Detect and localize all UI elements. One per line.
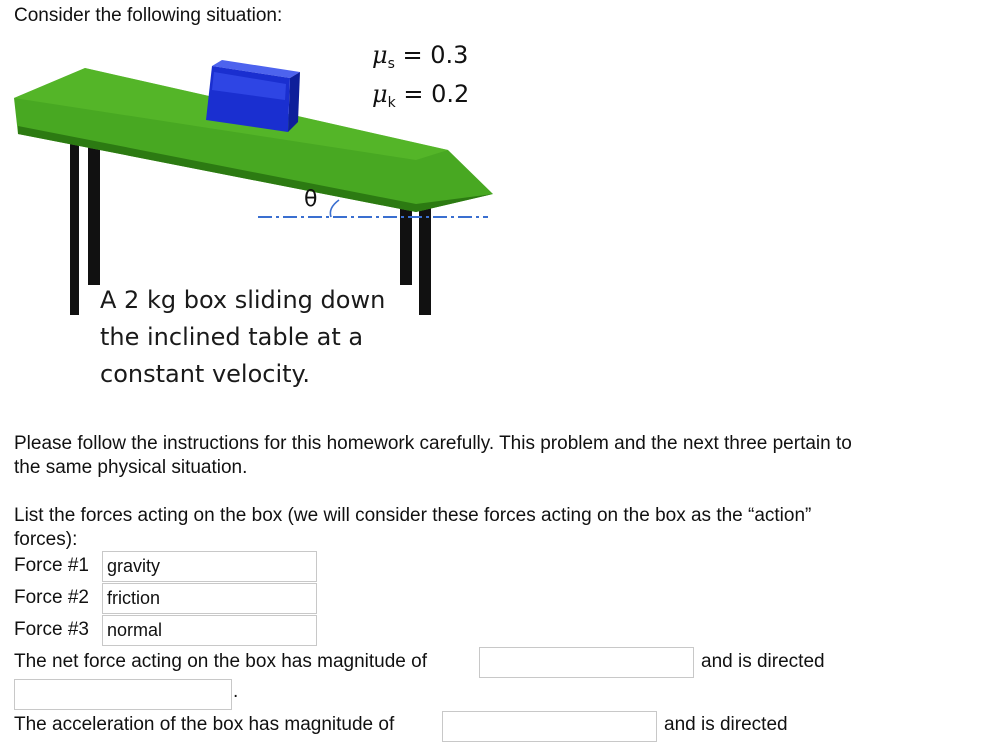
net-force-direction-input[interactable] — [14, 679, 232, 710]
force-1-label: Force #1 — [14, 555, 89, 576]
force-2-input[interactable] — [102, 583, 317, 614]
net-force-period: . — [233, 681, 239, 702]
kinetic-friction-label: $\mu_k = 0.2$ — [372, 80, 470, 111]
net-force-prompt: The net force acting on the box has magnitude of — [14, 651, 427, 672]
static-friction-label: $\mu_s = 0.3$ — [372, 41, 469, 72]
table-leg-front-left — [88, 135, 100, 285]
table-leg-back-left-highlight — [79, 135, 83, 315]
force-3-input[interactable] — [102, 615, 317, 646]
figure-caption: A 2 kg box sliding down the inclined table at a constant velocity. — [100, 286, 386, 388]
acceleration-prompt: The acceleration of the box has magnitude of — [14, 714, 395, 735]
list-prompt-line-1: List the forces acting on the box (we will consider these forces acting on the box as the “action” — [14, 505, 812, 526]
net-force-direction-prompt: and is directed — [701, 651, 825, 672]
theta-label: θ — [304, 187, 318, 212]
net-force-magnitude-input[interactable] — [479, 647, 694, 678]
force-3-label: Force #3 — [14, 619, 89, 640]
force-1-input[interactable] — [102, 551, 317, 582]
table-leg-back-right — [419, 205, 431, 315]
acceleration-direction-prompt: and is directed — [664, 714, 788, 735]
instructions-line-2: the same physical situation. — [14, 457, 248, 478]
instructions-line-1: Please follow the instructions for this homework carefully. This problem and the next three pertain to — [14, 433, 852, 454]
acceleration-magnitude-input[interactable] — [442, 711, 657, 742]
force-2-label: Force #2 — [14, 587, 89, 608]
table-leg-back-left — [70, 135, 79, 315]
angle-arc — [330, 200, 339, 217]
intro-text: Consider the following situation: — [14, 5, 283, 26]
list-prompt-line-2: forces): — [14, 529, 78, 550]
